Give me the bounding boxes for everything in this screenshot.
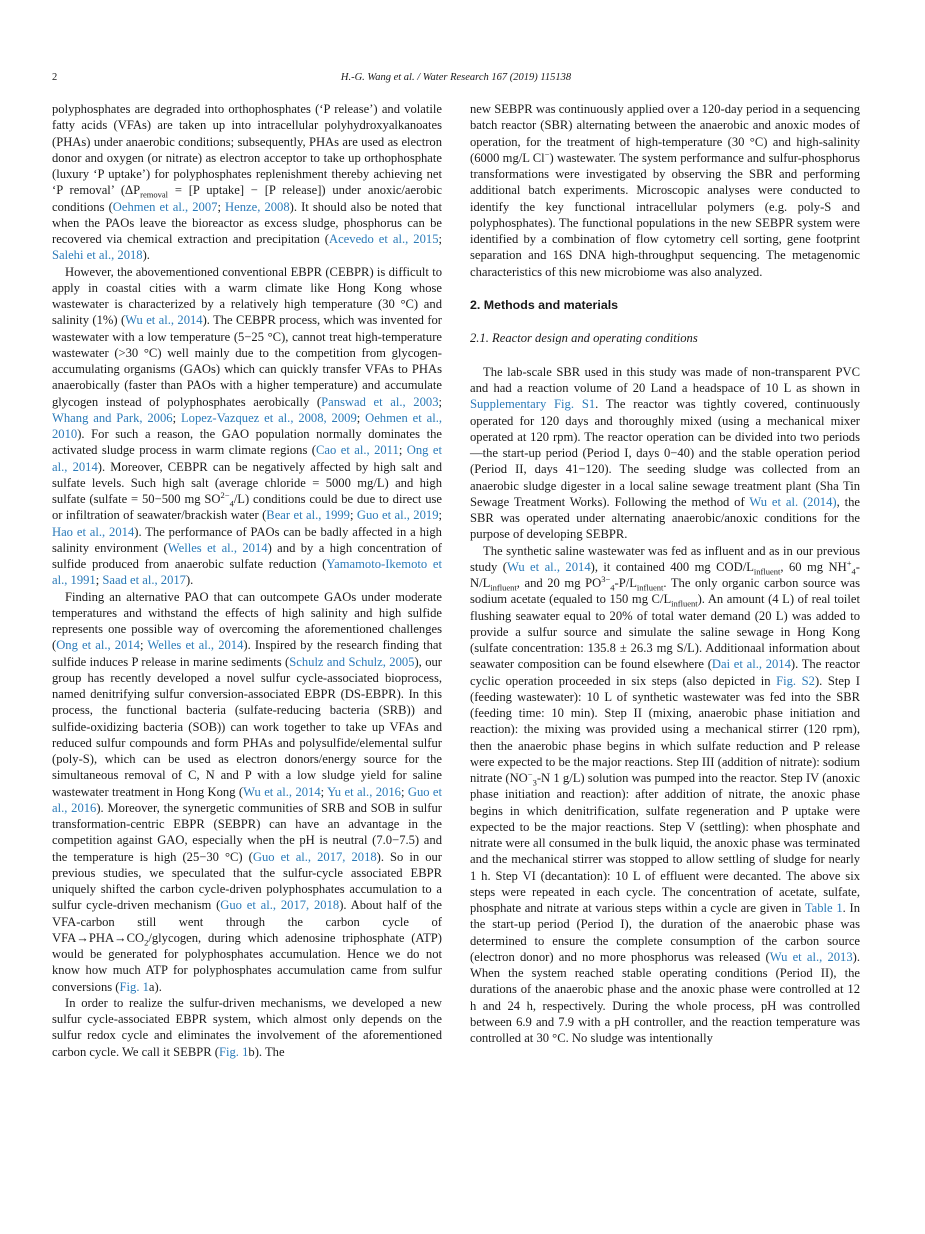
paragraph: Finding an alternative PAO that can outcompete GAOs under moderate temperatures and withstand the effects of high salinity and high sulfide represents one possible way of overcoming the aforementioned challenges (Ong et al., 2014; Welles et al., 2014). Inspired by the research finding that sulfide induces P release in marine sediments (Schulz and Schulz, 2005), our group has recently developed a novel sulfur cycle-associated bioprocess, named denitrifying sulfur conversion-associated EBPR (DS-EBPR). In this process, the functional bacteria (sulfate-reducing bacteria (SRB)) and sulfide-oxidizing bacteria (SOB)) can work together to take up VFAs and reduced sulfur compounds and form PHAs and polysulfide/elemental sulfur (poly-S), which can be used as electron donors/energy source for the simultaneous removal of C, N and P with a low sludge yield for saline wastewater treatment in Hong Kong (Wu et al., 2014; Yu et al., 2016; Guo et al., 2016). Moreover, the synergetic communities of SRB and SOB in sulfur transformation-centric EBPR (SEBPR) can have an advantage in the competition against GAO, especially when the pH is neutral (7.0−7.5) and the temperature is high (25−30 °C) (Guo et al., 2017, 2018). So in our previous studies, we speculated that the sulfur-cycle associated EBPR uniquely shifted the carbon cycle-driven polyphosphates accumulation to a sulfur cycle-driven mechanism (Guo et al., 2017, 2018). About half of the VFA-carbon still went through the carbon cycle of $VFA\to PHA\to CO_2$/glycogen, during which adenosine triphosphate (ATP) would be generated for polyphosphates accumulation. Hence we do not know how much ATP for polyphosphates accumulation came from sulfur conversions (Fig. 1a).: [52, 589, 443, 994]
paragraph: new SEBPR was continuously applied over a 120-day period in a sequencing batch reactor (SBR) alternating between the anaerobic and anoxic modes of operation, for the treatment of high-temperature (30 °C) and high-salinity (6000 mg/L Cl−) wastewater. The system performance and sulfur-phosphorus transformations were investigated by observing the SBR and performing additional batch experiments. Microscopic analyses were conducted to identify the key functional intracellular polymers (e.g. poly-S and polyphosphates). The functional populations in the new SEBPR system were identified by a combination of flow cytometry cell sorting, gene footprint separation and 16S DNA high-throughput sequencing. The metagenomic characteristics of this new microbiome was also analyzed.: [470, 102, 860, 279]
citation-link[interactable]: Ong et al., 2014: [52, 443, 442, 474]
paragraph: However, the abovementioned conventional EBPR (CEBPR) is difficult to apply in coastal cities with a warm climate like Hong Kong whose wastewater is characterized by a relatively high temperature (30 °C) and salinity (1%) (Wu et al., 2014). The CEBPR process, which was invented for wastewater with a low temperature (5−25 °C), cannot treat high-temperature wastewater (>30 °C) well mainly due to the competition from glycogen-accumulating organisms (GAOs) which can quickly transfer VFAs to PHAs anaerobically (faster than PAOs with a higher temperature) and accumulate glycogen instead of polyphosphates aerobically (Panswad et al., 2003; Whang and Park, 2006; Lopez-Vazquez et al., 2008, 2009; Oehmen et al., 2010). For such a reason, the GAO population normally dominates the activated sludge process in warm climate regions (Cao et al., 2011; Ong et al., 2014). Moreover, CEBPR can be negatively affected by high salt and sulfate levels. Such high salt (average chloride = 5000 mg/L) and high sulfate (sulfate = 50−500 mg $SO^{2-}_4/L$) conditions could be due to direct use or infiltration of seawater/brackish water (Bear et al., 1999; Guo et al., 2019; Hao et al., 2014). The performance of PAOs can be badly affected in a high salinity environment (Welles et al., 2014) and by a high concentration of sulfide produced from anaerobic sulfate reduction (Yamamoto-Ikemoto et al., 1991; Saad et al., 2017).: [52, 264, 443, 588]
superscript: 3−: [601, 573, 611, 584]
citation-link[interactable]: Dai et al., 2014: [711, 657, 791, 672]
subscript: influent: [490, 582, 517, 593]
citation-link[interactable]: Panswad et al., 2003: [321, 394, 439, 409]
subscript: 3: [532, 777, 537, 788]
superscript: 2−: [220, 489, 230, 500]
citation-link[interactable]: Wu et al., 2014: [506, 559, 591, 574]
paragraph: The synthetic saline wastewater was fed as influent and as in our previous study (Wu et al., 2014), it contained 400 mg COD/$L_{influent}$, 60 mg $NH^+_4-N/L_{influent}$, and 20 mg $PO^{3-}_4-P/L_{influent}$. The only organic carbon source was sodium acetate (equaled to 150 mg $C/L_{influent}$). An amount (4 L) of real toilet flushing seawater equal to 20% of total water demand (20 L) was added to provide a sulfur source and simulate the saline sewage in Hong Kong (sulfate concentration: 135.8 ± 26.3 mg S/L). Additionaal information about seawater composition can be found elsewhere (Dai et al., 2014). The reactor cyclic operation proceeded in six steps (also depicted in Fig. S2). Step I (feeding wastewater): 10 L of synthetic wastewater was fed into the SBR (feeding time: 10 min). Step II (mixing, anaerobic phase initiation and reaction): the mixing was provided using a mechanical stirrer (120 rpm), then the anaerobic phase begins in which sulfate reduction and P release were expected to be the major reactions. Step III (addition of nitrate): sodium nitrate ($NO^-_3-N$ 1 g/L) solution was pumped into the reactor. Step IV (anoxic phase initiation and reaction): after addition of nitrate, the anoxic phase begins in which denitrification, sulfate regeneration and P uptake were expected to be the major reactions. Step V (settling): when phosphate and nitrate were all consumed in the bulk liquid, the anoxic phase was terminated and the mechanical stirrer was stopped to allow settling of sludge for nearly 1 h. Step VI (decantation): 10 L of effluent were decanted. The above six steps were repeated in each cycle. The concentration of acetate, sulfate, phosphate and nitrate at various steps within a cycle are given in Table 1. In the start-up period (Period I), the duration of the anaerobic phase was determined to ensure the complete consumption of the carbon source (electron donor) and no more phosphorus was released (Wu et al., 2013). When the system reached stable operating conditions (Period II), the durations of the anaerobic phase and the anoxic phase were controlled at 12 h and 24 h, respectively. During the whole process, pH was controlled between 6.9 and 7.9 with a pH controller, and the reaction temperature was controlled at 30 °C. No sludge was intentionally: [470, 543, 861, 1045]
right-column: [470, 101, 860, 1046]
citation-link[interactable]: Wu et al., 2014: [243, 784, 321, 799]
citation-link[interactable]: Supplementary Fig. S1: [470, 397, 596, 412]
subscript: 4: [610, 582, 615, 593]
citation-link[interactable]: Fig. 1: [218, 1044, 249, 1059]
citation-link[interactable]: Guo et al., 2017, 2018: [252, 849, 377, 864]
citation-link[interactable]: Wu et al. (2014): [749, 494, 837, 509]
citation-link[interactable]: Wu et al., 2014: [125, 313, 203, 328]
citation-link[interactable]: Guo et al., 2016: [52, 784, 443, 815]
citation-link[interactable]: Salehi et al., 2018: [52, 248, 143, 263]
citation-link[interactable]: Schulz and Schulz, 2005: [289, 654, 415, 669]
citation-link[interactable]: Oehmen et al., 2010: [52, 410, 443, 441]
citation-link[interactable]: Fig. 1: [119, 979, 149, 994]
citation-link[interactable]: Fig. S2: [776, 673, 815, 688]
section-title: 2. Methods and materials: [470, 297, 619, 312]
citation-link[interactable]: Saad et al., 2017: [102, 573, 186, 588]
citation-link[interactable]: Yu et al., 2016: [327, 784, 401, 799]
citation-link[interactable]: Yamamoto-Ikemoto et al., 1991: [52, 557, 442, 588]
left-column: [52, 101, 442, 1060]
subscript: 4: [229, 498, 234, 509]
citation-link[interactable]: Cao et al., 2011: [316, 443, 399, 458]
citation-link[interactable]: Henze, 2008: [225, 199, 290, 214]
citation-link[interactable]: Welles et al., 2014: [147, 638, 244, 653]
superscript: −: [527, 768, 533, 779]
citation-link[interactable]: Acevedo et al., 2015: [329, 232, 439, 246]
subscript: influent: [753, 566, 781, 577]
page-number: 2: [52, 72, 58, 83]
subscript: removal: [140, 189, 169, 200]
paragraph: In order to realize the sulfur-driven mechanisms, we developed a new sulfur cycle-associated EBPR system, which almost only depends on the sulfur redox cycle and eliminates the involvement of the aforementioned carbon cycle. We call it SEBPR (Fig. 1b). The: [52, 995, 442, 1059]
citation-link[interactable]: Wu et al., 2013: [769, 949, 853, 964]
citation-link[interactable]: Guo et al., 2019: [356, 508, 439, 523]
subscript: influent: [671, 598, 698, 609]
superscript: +: [846, 557, 852, 568]
citation-link[interactable]: Whang and Park, 2006: [52, 410, 173, 425]
citation-link[interactable]: Guo et al., 2017, 2018: [220, 898, 340, 913]
citation-link[interactable]: Ong et al., 2014: [56, 638, 140, 653]
citation-link[interactable]: Oehmen et al., 2007: [112, 199, 218, 214]
citation-link[interactable]: Lopez-Vazquez et al., 2008, 2009: [180, 410, 357, 425]
citation-link[interactable]: Welles et al., 2014: [167, 540, 268, 555]
subscript: influent: [636, 582, 664, 593]
citation-link[interactable]: Hao et al., 2014: [52, 524, 135, 539]
citation-link[interactable]: Bear et al., 1999: [266, 508, 350, 523]
running-head: H.-G. Wang et al. / Water Research 167 (2019) 115138: [340, 72, 572, 83]
page-header: [52, 72, 860, 90]
paragraph: The lab-scale SBR used in this study was made of non-transparent PVC and had a reaction volume of 20 Land a headspace of 10 L as shown in Supplementary Fig. S1. The reactor was tightly covered, continuously operated for 120 days and thoroughly mixed (using a mechanical mixer operated at 120 rpm). The reactor operation can be divided into two periods—the start-up period (Period I, days 0−40) and the stable operation period (Period II, days 41−120). The seeding sludge was collected from an anaerobic sludge digester in a local saline sewage treatment plant (Sha Tin Sewage Treatment Works). Following the method of Wu et al. (2014), the SBR was operated under alternating anaerobic/anoxic conditions for the purpose of developing SEBPR.: [470, 364, 860, 542]
citation-link[interactable]: Table 1: [804, 901, 843, 915]
subsection-title: 2.1. Reactor design and operating conditions: [470, 330, 698, 345]
subscript: 2: [144, 937, 149, 948]
subscript: 4: [851, 566, 856, 577]
superscript: −: [544, 148, 550, 159]
paragraph: polyphosphates are degraded into orthophosphates (‘P release’) and volatile fatty acids (VFAs) are taken up into intracellular polyhydroxyalkanoates (PHAs) under anaerobic conditions; subsequently, PHAs are used as electron donor and oxygen (or nitrate) as electron acceptor to take up orthophosphate (luxury ‘P uptake’) for polyphosphates replenishment thereby achieving net ‘P removal’ ($\Delta P_{removal} = [P$ uptake] − [P release]) under anoxic/aerobic conditions (Oehmen et al., 2007; Henze, 2008). It should also be noted that when the PAOs leave the bioreactor as excess sludge, phosphorus can be recovered via chemical extraction and precipitation (Acevedo et al., 2015; Salehi et al., 2018).: [52, 102, 442, 263]
